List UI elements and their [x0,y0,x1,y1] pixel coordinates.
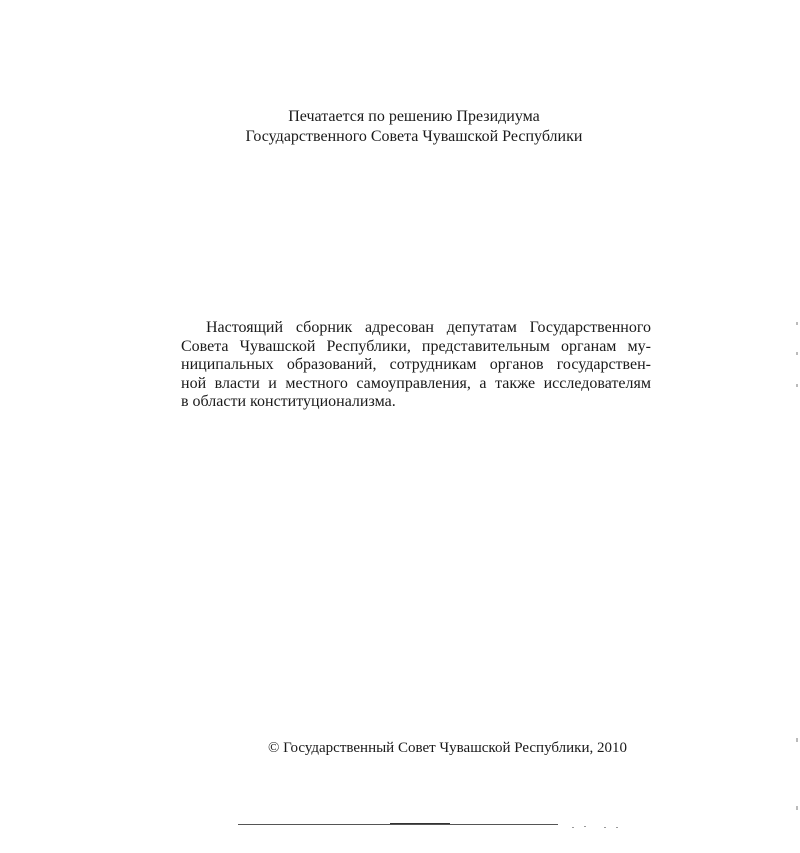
scan-artifact-edge [796,738,798,742]
copyright-notice: © Государственный Совет Чувашской Республики, 2010 [268,740,627,756]
abstract-line: ной власти и местного самоуправления, а также исследователям [181,374,651,392]
scan-artifact-speck [572,827,574,828]
scan-artifact-edge [796,322,798,325]
scan-artifact-speck [616,827,618,828]
abstract-paragraph [181,319,651,412]
scan-artifact-edge [796,352,798,355]
scan-artifact-edge [796,806,798,810]
scan-artifact-speck [584,826,586,827]
abstract-line: Настоящий сборник адресован депутатам Государственного [206,319,651,336]
print-authorization-line-1: Печатается по решению Президиума [288,108,540,125]
abstract-line: Совета Чувашской Республики, представительным органам му- [181,337,651,355]
print-authorization [0,107,800,147]
abstract-line: ниципальных образований, сотрудникам органов государствен- [181,356,651,373]
abstract-line: в области конституционализма. [181,393,396,410]
scan-artifact-speck [604,827,606,828]
print-authorization-line-2: Государственного Совета Чувашской Республики [245,128,583,145]
scan-artifact-rule [390,823,450,824]
scan-artifact-edge [796,384,798,387]
scan-artifact-rule [238,824,558,825]
